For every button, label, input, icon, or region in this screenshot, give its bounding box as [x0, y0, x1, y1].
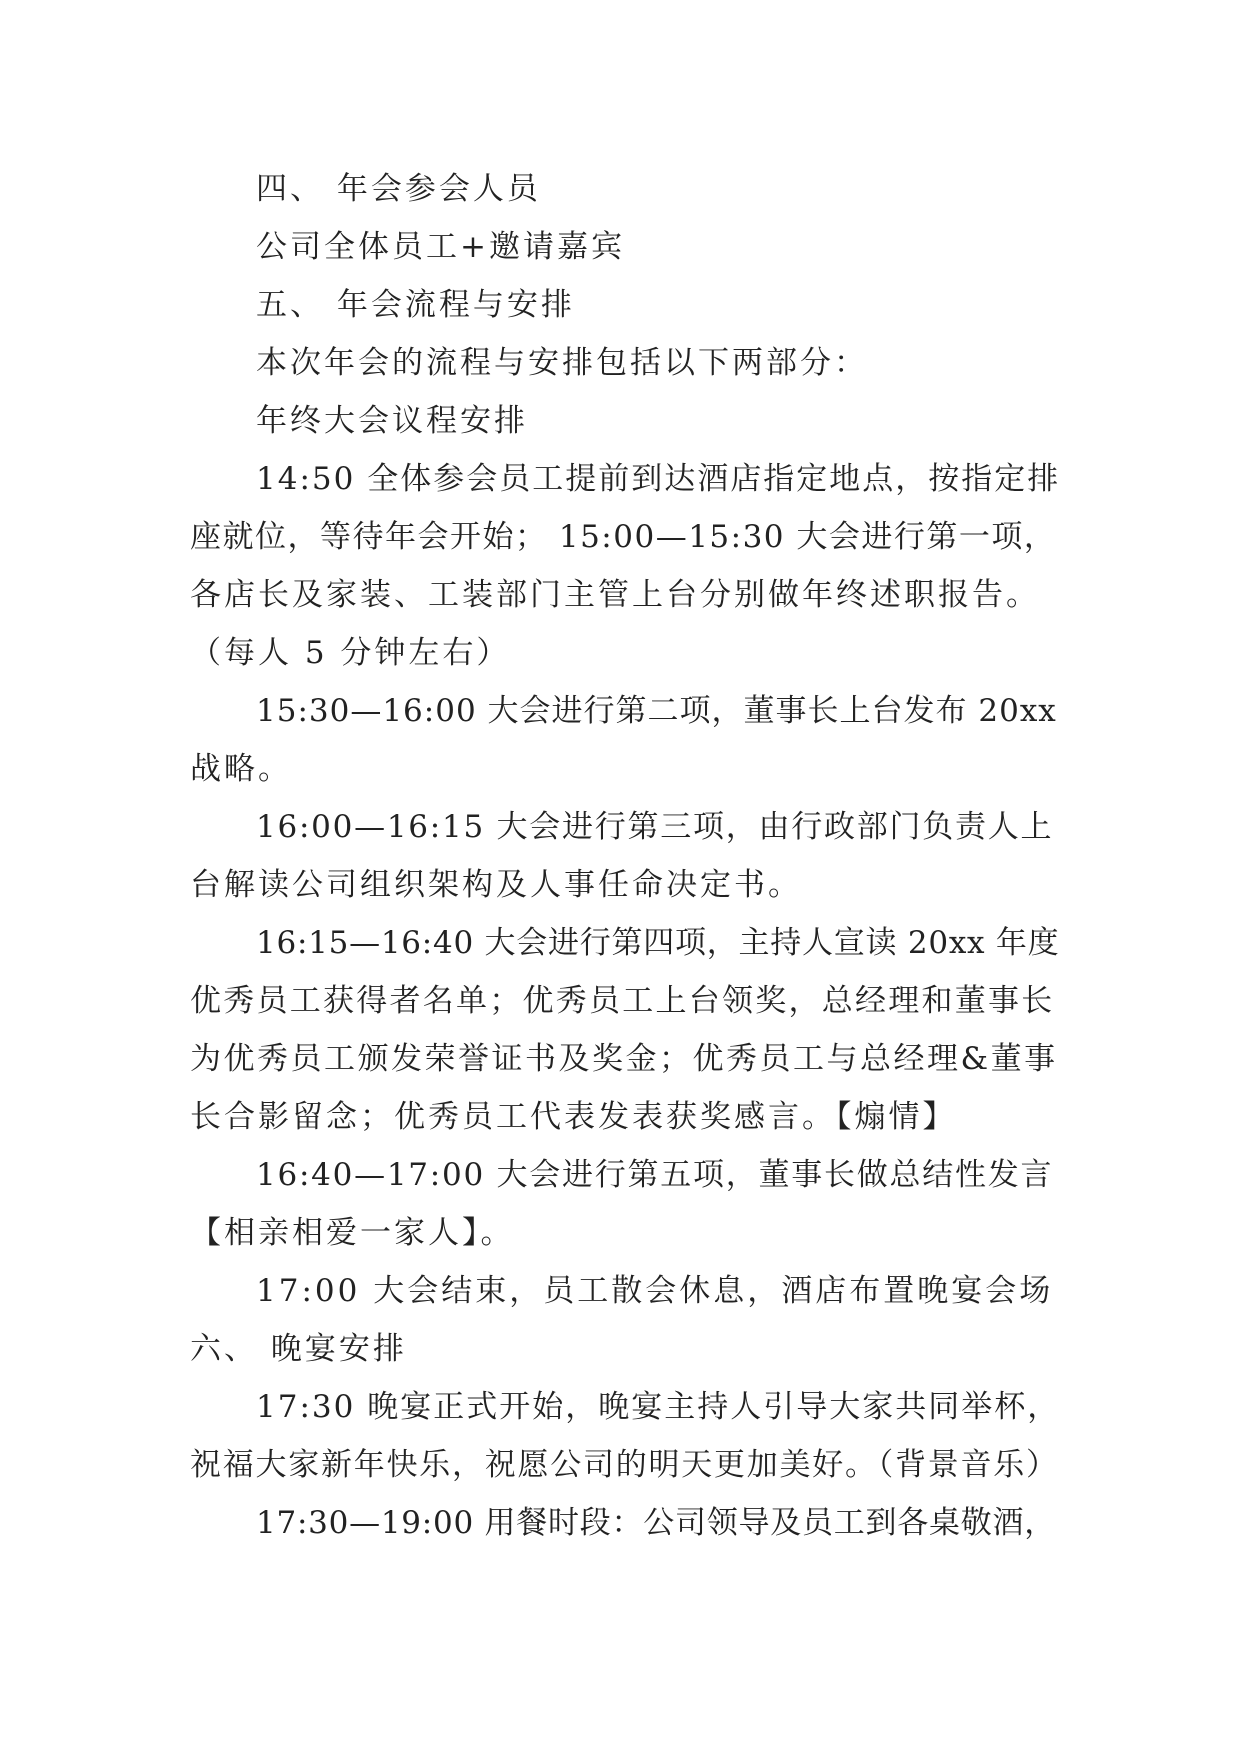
text-line: 长合影留念；优秀员工代表发表获奖感言。【煽情】: [190, 1099, 957, 1135]
text-line: 为优秀员工颁发荣誉证书及奖金；优秀员工与总经理&董事: [190, 1041, 1058, 1077]
document-body: [190, 160, 1060, 1552]
text-line: 14:50 全体参会员工提前到达酒店指定地点，按指定排: [256, 461, 1061, 497]
text-line: 17:30—19:00 用餐时段：公司领导及员工到各桌敬酒，: [256, 1505, 1057, 1541]
text-line: 公司全体员工+邀请嘉宾: [256, 229, 625, 265]
text-line: 15:30—16:00 大会进行第二项，董事长上台发布 20xx: [256, 693, 1057, 729]
text-line: 16:15—16:40 大会进行第四项，主持人宣读 20xx 年度: [256, 925, 1060, 961]
text-line: 16:40—17:00 大会进行第五项，董事长做总结性发言: [256, 1157, 1054, 1193]
text-line: 座就位，等待年会开始； 15:00—15:30 大会进行第一项，: [190, 519, 1057, 555]
text-line: 祝福大家新年快乐，祝愿公司的明天更加美好。（背景音乐）: [190, 1447, 1059, 1483]
text-line: 台解读公司组织架构及人事任命决定书。: [190, 867, 802, 903]
text-line: （每人 5 分钟左右）: [190, 635, 511, 671]
text-line: 本次年会的流程与安排包括以下两部分：: [256, 345, 868, 381]
text-line: 16:00—16:15 大会进行第三项，由行政部门负责人上: [256, 809, 1054, 845]
text-line: 六、 晚宴安排: [190, 1331, 407, 1367]
text-line: 17:30 晚宴正式开始，晚宴主持人引导大家共同举杯，: [256, 1389, 1061, 1425]
text-line: 战略。: [190, 751, 292, 787]
text-line: 年终大会议程安排: [256, 403, 528, 439]
text-line: 【相亲相爱一家人】。: [190, 1215, 515, 1251]
text-line: 四、 年会参会人员: [256, 171, 541, 207]
text-line: 优秀员工获得者名单；优秀员工上台领奖，总经理和董事长: [190, 983, 1055, 1019]
text-line: 五、 年会流程与安排: [256, 287, 575, 323]
text-line: 各店长及家装、工装部门主管上台分别做年终述职报告。: [190, 577, 1040, 613]
text-line: 17:00 大会结束，员工散会休息，酒店布置晚宴会场: [256, 1273, 1054, 1309]
